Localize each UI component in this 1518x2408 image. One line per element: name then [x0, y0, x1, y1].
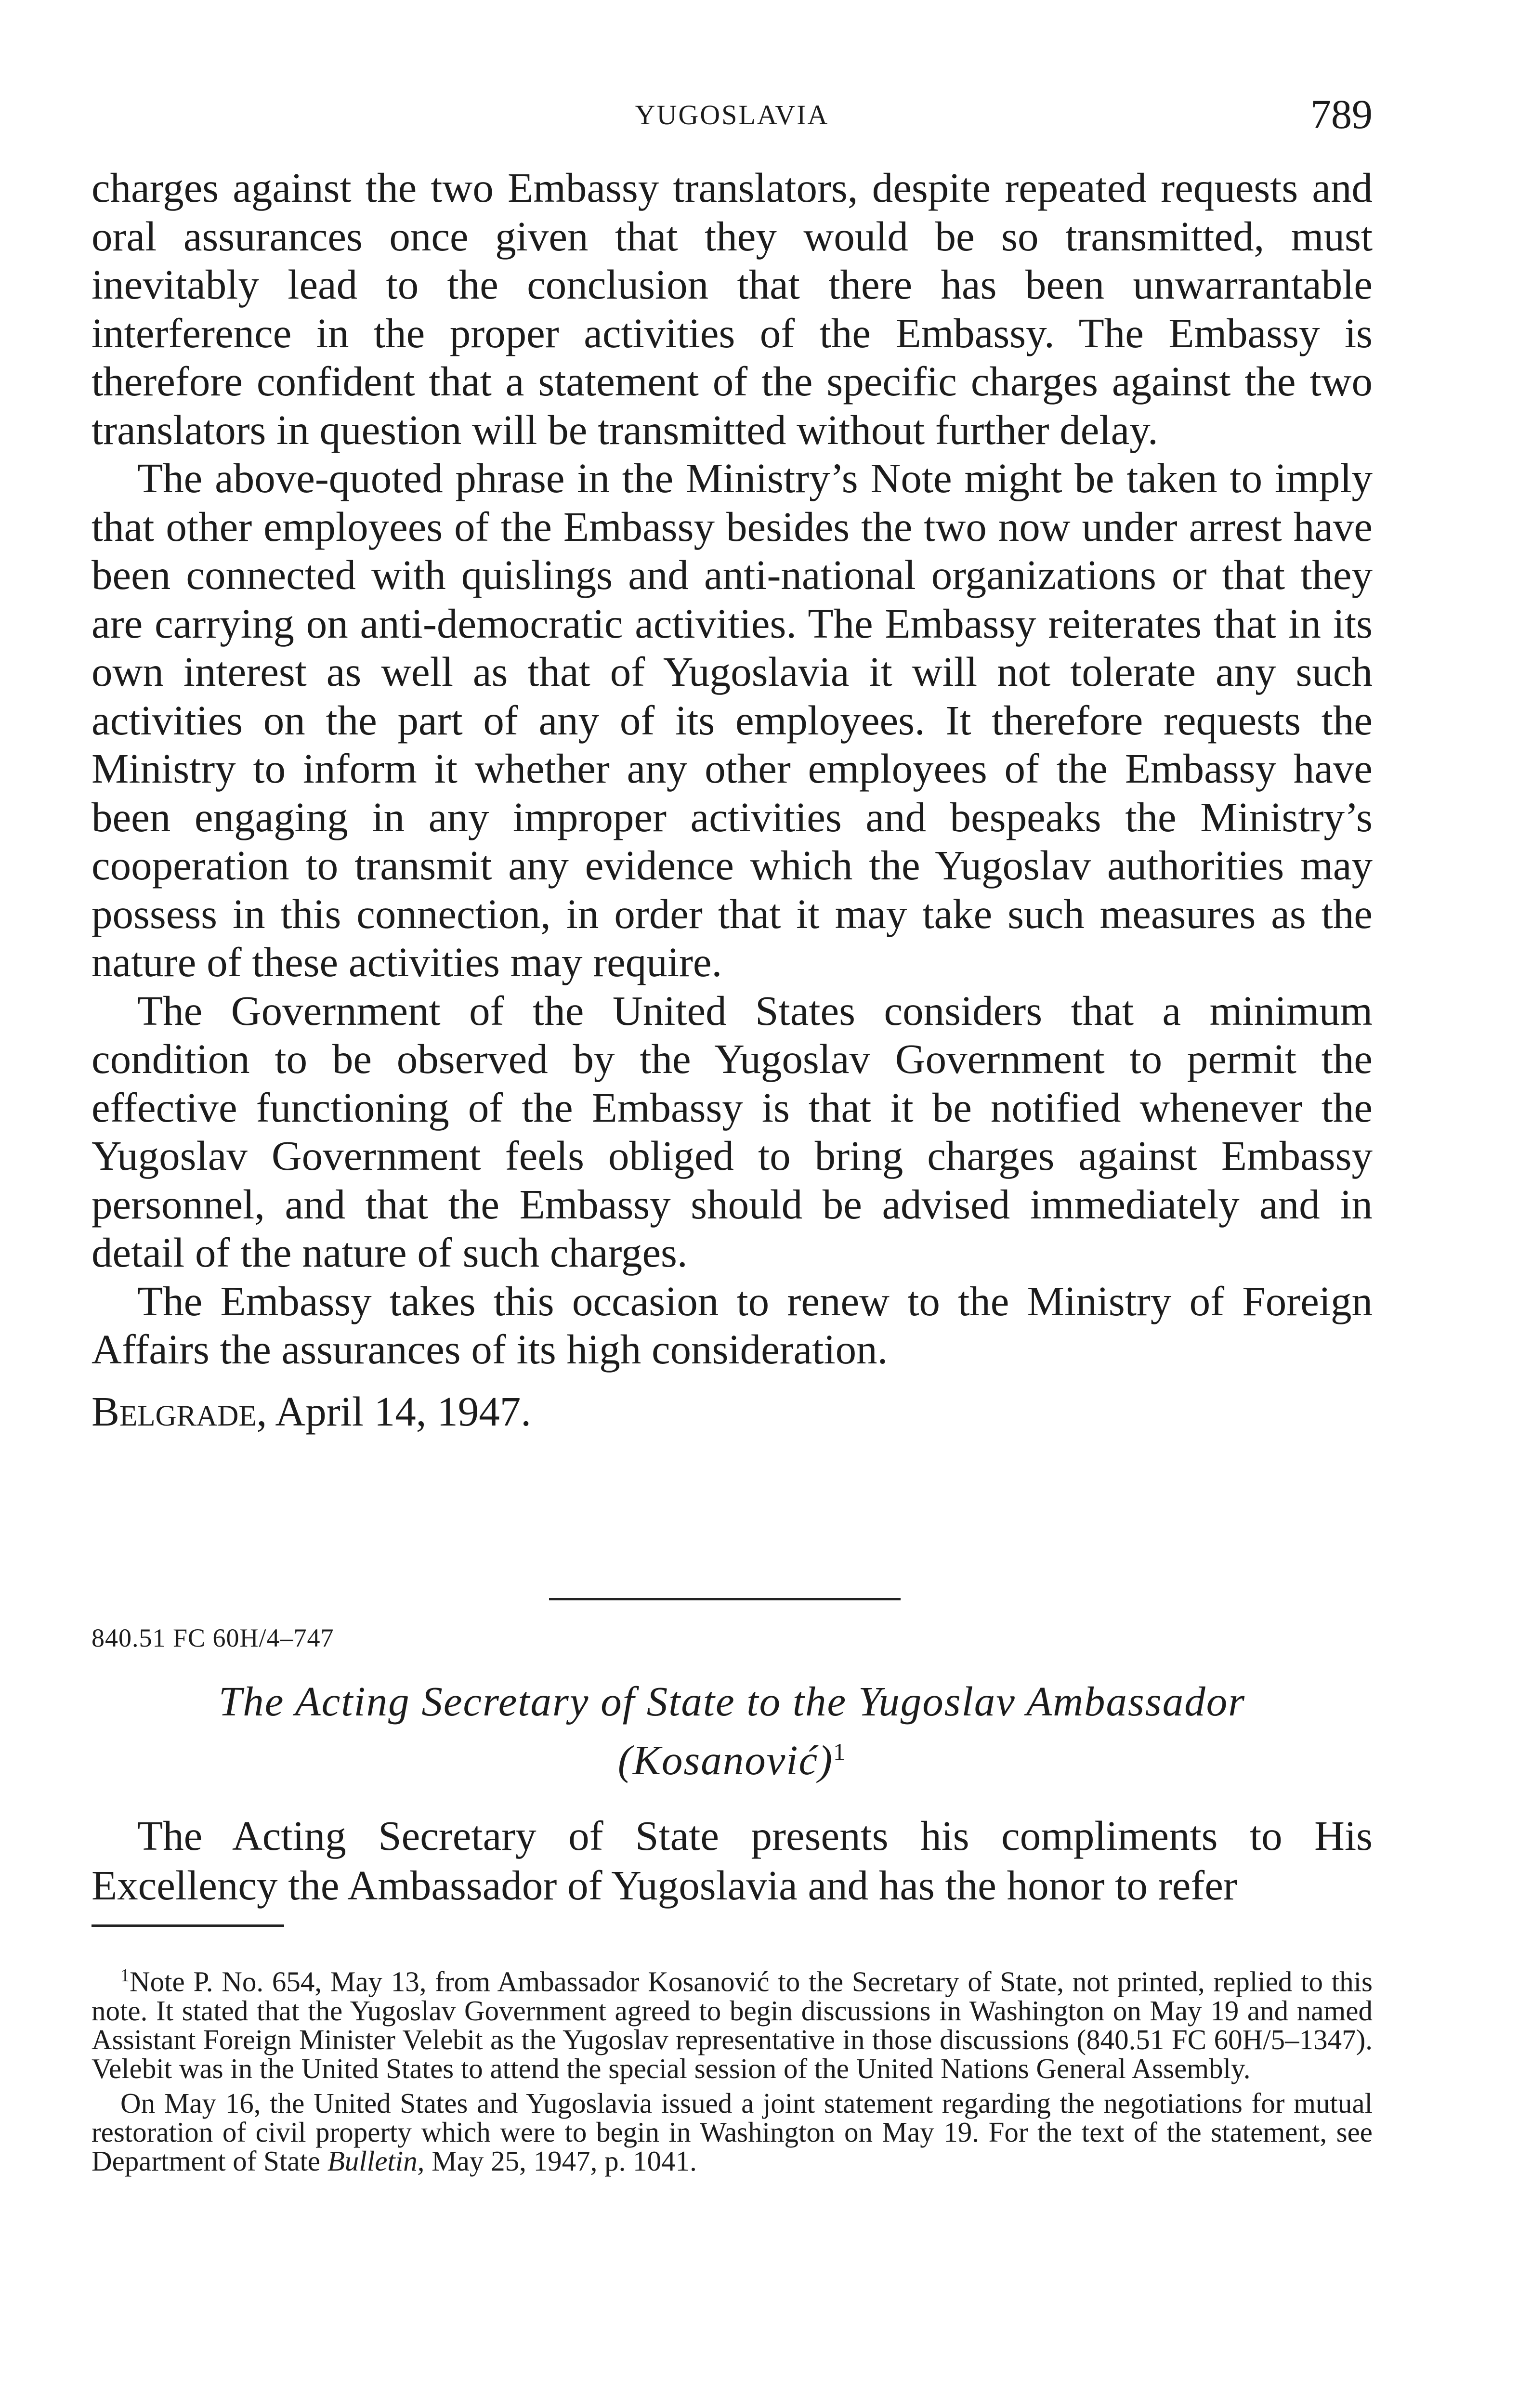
body-paragraph: The Government of the United States considers that a minimum condition to be observed by the Yugoslav Government to permit the effective functioning of the Embassy is that it be notified whenever the Yugoslav Government feels obliged to bring charges against Embassy personnel, and that the Embassy should be advised immediately and in detail of the nature of such charges.: [92, 987, 1373, 1276]
dateline: [92, 1387, 1373, 1436]
running-title: YUGOSLAVIA: [635, 99, 829, 131]
document-title: [92, 1676, 1373, 1785]
body-paragraph: The above-quoted phrase in the Ministry’s Note might be taken to imply that other employees of the Embassy besides the two now under arrest have been connected with quislings and anti-national organizations or that they are carrying on anti-democratic activities. The Embassy reiterates that in its own interest as well as that of Yugoslavia it will not tolerate any such activities on the part of any of its employees. It therefore requests the Ministry to inform it whether any other employees of the Embassy have been engaging in any improper activities and bespeaks the Ministry’s cooperation to transmit any evidence which the Yugoslav authorities may possess in this connection, in order that it may take such measures as the nature of these activities may require.: [92, 455, 1373, 985]
body-paragraph: The Embassy takes this occasion to renew to the Ministry of Foreign Affairs the assurances of its high consideration.: [92, 1277, 1373, 1373]
page-number: 789: [1310, 91, 1373, 137]
document-opening-paragraph: The Acting Secretary of State presents his compliments to His Excellency the Ambassador of Yugoslavia and has the honor to refer: [92, 1812, 1373, 1909]
document-title-line: The Acting Secretary of State to the Yugoslav Ambassador: [218, 1678, 1246, 1725]
footnote-continuation: [92, 2089, 1373, 2175]
citation: May 25, 1947, p. 1041.: [432, 2145, 697, 2177]
document-title-line-2: [92, 1727, 1373, 1785]
footnote-reference: 1: [833, 1738, 847, 1765]
footnote-text: On May 16, the United States and Yugoslavia issued a joint statement regarding the negotiations for mutual restoration of civil property which were to begin in Washington on May 19. For the text of the statement, see Department of State: [92, 2087, 1373, 2177]
dateline-date: April 14, 1947.: [275, 1387, 532, 1435]
section-divider: [549, 1598, 901, 1600]
footnote-text: Note P. No. 654, May 13, from Ambassador Kosanović to the Secretary of State, not printed, replied to this note. It stated that the Yugoslav Government agreed to begin discussions in Washington on May 19 and named Assistant Foreign Minister Velebit as the Yugoslav representative in those discussions (840.51 FC 60H/5–1347). Velebit was in the United States to attend the special session of the United Nations General Assembly.: [92, 1965, 1373, 2084]
body-text: [92, 164, 1373, 1436]
addressee-name: (Kosanović): [617, 1737, 834, 1783]
footnote-marker: 1: [120, 1965, 130, 1986]
footnotes: [92, 1961, 1373, 2175]
footnote: [92, 1961, 1373, 2083]
dateline-place: Belgrade,: [92, 1387, 267, 1435]
footnote-divider: [92, 1924, 284, 1927]
file-number: 840.51 FC 60H/4–747: [92, 1623, 334, 1652]
running-head: [92, 91, 1373, 137]
publication-title: Bulletin,: [327, 2145, 425, 2177]
body-paragraph-continued: charges against the two Embassy translators, despite repeated requests and oral assurances once given that they would be so transmitted, must inevitably lead to the conclusion that there has been unwarrantable interference in the proper activities of the Embassy. The Embassy is therefore confident that a statement of the specific charges against the two translators in question will be transmitted without further delay.: [92, 164, 1373, 453]
